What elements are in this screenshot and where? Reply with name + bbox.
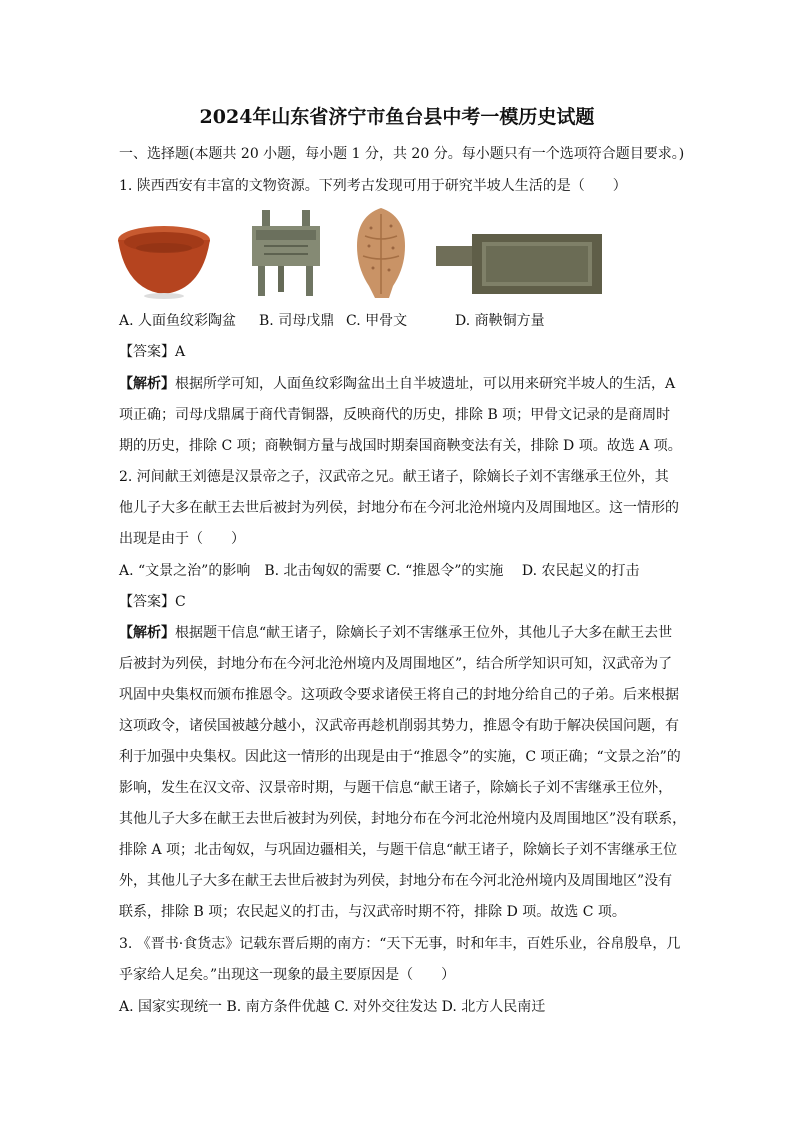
q2-analysis-line-4: 这项政令，诸侯国被越分越小，汉武帝再趁机削弱其势力，推恩令有助于解决侯国问题，有 — [119, 718, 679, 734]
q1-analysis-line-3: 期的历史，排除 C 项；商鞅铜方量与战国时期秦国商鞅变法有关，排除 D 项。故选 A 项。 — [119, 438, 682, 454]
q1-option-d: D. 商鞅铜方量 — [455, 313, 545, 329]
q2-stem-line-1: 2. 河间献王刘德是汉景帝之子，汉武帝之兄。献王诸子，除嫡长子刘不害继承王位外，其 — [119, 469, 669, 485]
q1-answer: 【答案】A — [119, 344, 186, 360]
shang-yang-bronze-square-measure-image — [436, 232, 604, 296]
q1-analysis-line-2: 项正确；司母戊鼎属于商代青铜器，反映商代的历史，排除 B 项；甲骨文记录的是商周时 — [119, 407, 671, 423]
q2-options: A. “文景之治”的影响 B. 北击匈奴的需要 C. “推恩令”的实施 D. 农民起义的打击 — [119, 563, 640, 579]
q3-stem-line-1: 3. 《晋书·食货志》记载东晋后期的南方：“天下无事，时和年丰，百姓乐业，谷帛殷阜，几 — [119, 936, 681, 952]
q3-options: A. 国家实现统一 B. 南方条件优越 C. 对外交往发达 D. 北方人民南迁 — [119, 999, 546, 1015]
q1-option-a: A. 人面鱼纹彩陶盆 — [119, 313, 237, 329]
q1-option-c: C. 甲骨文 — [346, 313, 408, 329]
q2-analysis-line-8: 排除 A 项；北击匈奴，与巩固边疆相关，与题干信息“献王诸子，除嫡长子刘不害继承王位 — [119, 842, 678, 858]
q1-stem: 1. 陕西西安有丰富的文物资源。下列考古发现可用于研究半坡人生活的是（ ） — [119, 178, 627, 194]
q2-analysis-line-1 — [119, 624, 672, 642]
q1-option-b: B. 司母戊鼎 — [259, 313, 335, 329]
q2-analysis-line-5: 利于加强中央集权。因此这一情形的出现是由于“推恩令”的实施，C 项正确；“文景之治”的 — [119, 749, 681, 765]
q2-analysis-line-7: 其他儿子大多在献王去世后被封为列侯，封地分布在今河北沧州境内及周围地区”没有联系， — [119, 811, 687, 827]
q1-analysis-line-1 — [119, 375, 675, 393]
q2-analysis-text-1: 根据题干信息“献王诸子，除嫡长子刘不害继承王位外，其他儿子大多在献王去世 — [175, 625, 673, 641]
section-heading: 一、选择题(本题共 20 小题，每小题 1 分，共 20 分。每小题只有一个选项符合题目要求。) — [119, 146, 685, 162]
q2-analysis-label: 【解析】 — [119, 625, 175, 641]
page-title: 2024年山东省济宁市鱼台县中考一模历史试题 — [199, 106, 595, 128]
q2-analysis-line-10: 联系，排除 B 项；农民起义的打击，与汉武帝时期不符，排除 D 项。故选 C 项。 — [119, 904, 626, 920]
q2-analysis-line-2: 后被封为列侯，封地分布在今河北沧州境内及周围地区”，结合所学知识可知，汉武帝为了 — [119, 656, 673, 672]
q1-analysis-text-1: 根据所学可知，人面鱼纹彩陶盆出土自半坡遗址，可以用来研究半坡人的生活，A — [175, 376, 676, 392]
q2-stem-line-3: 出现是由于（ ） — [119, 531, 245, 547]
simuwu-ding-image — [248, 208, 324, 298]
q2-stem-line-2: 他儿子大多在献王去世后被封为列侯，封地分布在今河北沧州境内及周围地区。这一情形的 — [119, 500, 679, 516]
q2-analysis-line-6: 影响，发生在汉文帝、汉景帝时期，与题干信息“献王诸子，除嫡长子刘不害继承王位外， — [119, 780, 673, 796]
q2-analysis-line-3: 巩固中央集权而颁布推恩令。这项政令要求诸侯王将自己的封地分给自己的子弟。后来根据 — [119, 687, 679, 703]
oracle-bone-image — [353, 206, 409, 300]
q3-stem-line-2: 乎家给人足矣。”出现这一现象的最主要原因是（ ） — [119, 967, 456, 983]
q1-analysis-label: 【解析】 — [119, 376, 175, 392]
painted-pottery-basin-image — [116, 218, 212, 300]
q2-analysis-line-9: 外，其他儿子大多在献王去世后被封为列侯，封地分布在今河北沧州境内及周围地区”没有 — [119, 873, 673, 889]
q2-answer: 【答案】C — [119, 594, 186, 610]
